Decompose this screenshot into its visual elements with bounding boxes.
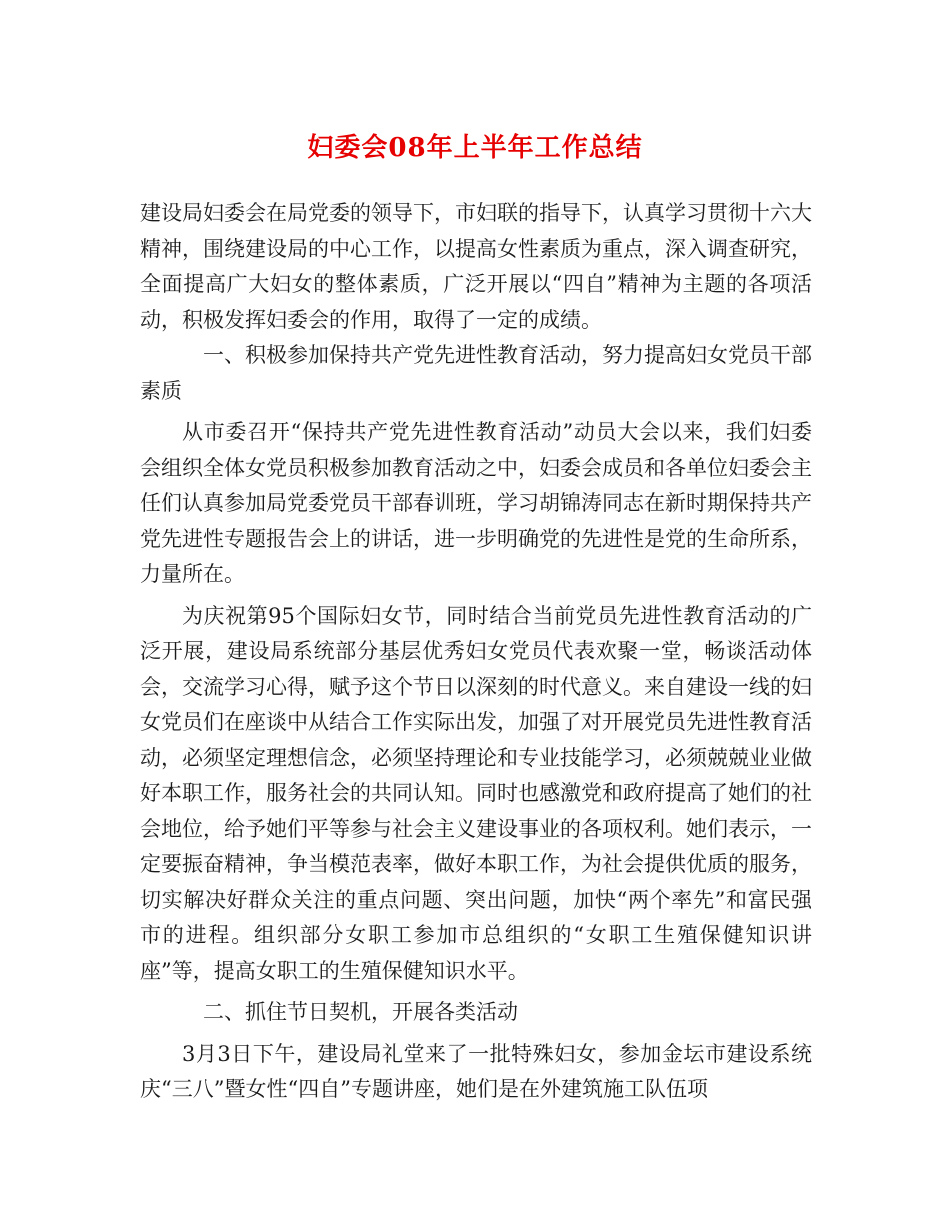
section-heading-1: 一、积极参加保持共产党先进性教育活动，努力提高妇女党员干部素质 [140,343,812,403]
document-body [140,196,812,1108]
body-paragraph: 从市委召开“保持共产党先进性教育活动”动员大会以来，我们妇委会组织全体女党员积极参加教育活动之中，妇委会成员和各单位妇委会主任们认真参加局党委党员干部春训班，学习胡锦涛同志在新时期保持共产党先进性专题报告会上的讲话，进一步明确党的先进性是党的生命所系，力量所在。 [140,420,812,586]
body-paragraph: 为庆祝第95个国际妇女节，同时结合当前党员先进性教育活动的广泛开展，建设局系统部分基层优秀妇女党员代表欢聚一堂，畅谈活动体会，交流学习心得，赋予这个节日以深刻的时代意义。来自建设一线的妇女党员们在座谈中从结合工作实际出发，加强了对开展党员先进性教育活动，必须坚定理想信念，必须坚持理论和专业技能学习，必须兢兢业业做好本职工作，服务社会的共同认知。同时也感激党和政府提高了她们的社会地位，给予她们平等参与社会主义建设事业的各项权利。她们表示，一定要振奋精神，争当模范表率，做好本职工作，为社会提供优质的服务，切实解决好群众关注的重点问题、突出问题，加快“两个率先”和富民强市的进程。组织部分女职工参加市总组织的“女职工生殖保健知识讲座”等，提高女职工的生殖保健知识水平。 [140,603,812,983]
intro-paragraph: 建设局妇委会在局党委的领导下，市妇联的指导下，认真学习贯彻十六大精神，围绕建设局的中心工作，以提高女性素质为重点，深入调查研究，全面提高广大妇女的整体素质，广泛开展以“四自”精神为主题的各项活动，积极发挥妇委会的作用，取得了一定的成绩。 [140,201,812,332]
section-heading-2: 二、抓住节日契机，开展各类活动 [203,1000,518,1024]
body-paragraph: 3月3日下午，建设局礼堂来了一批特殊妇女，参加金坛市建设系统庆“三八”暨女性“四自”专题讲座，她们是在外建筑施工队伍项 [140,1041,812,1101]
document-title: 妇委会08年上半年工作总结 [307,133,643,163]
